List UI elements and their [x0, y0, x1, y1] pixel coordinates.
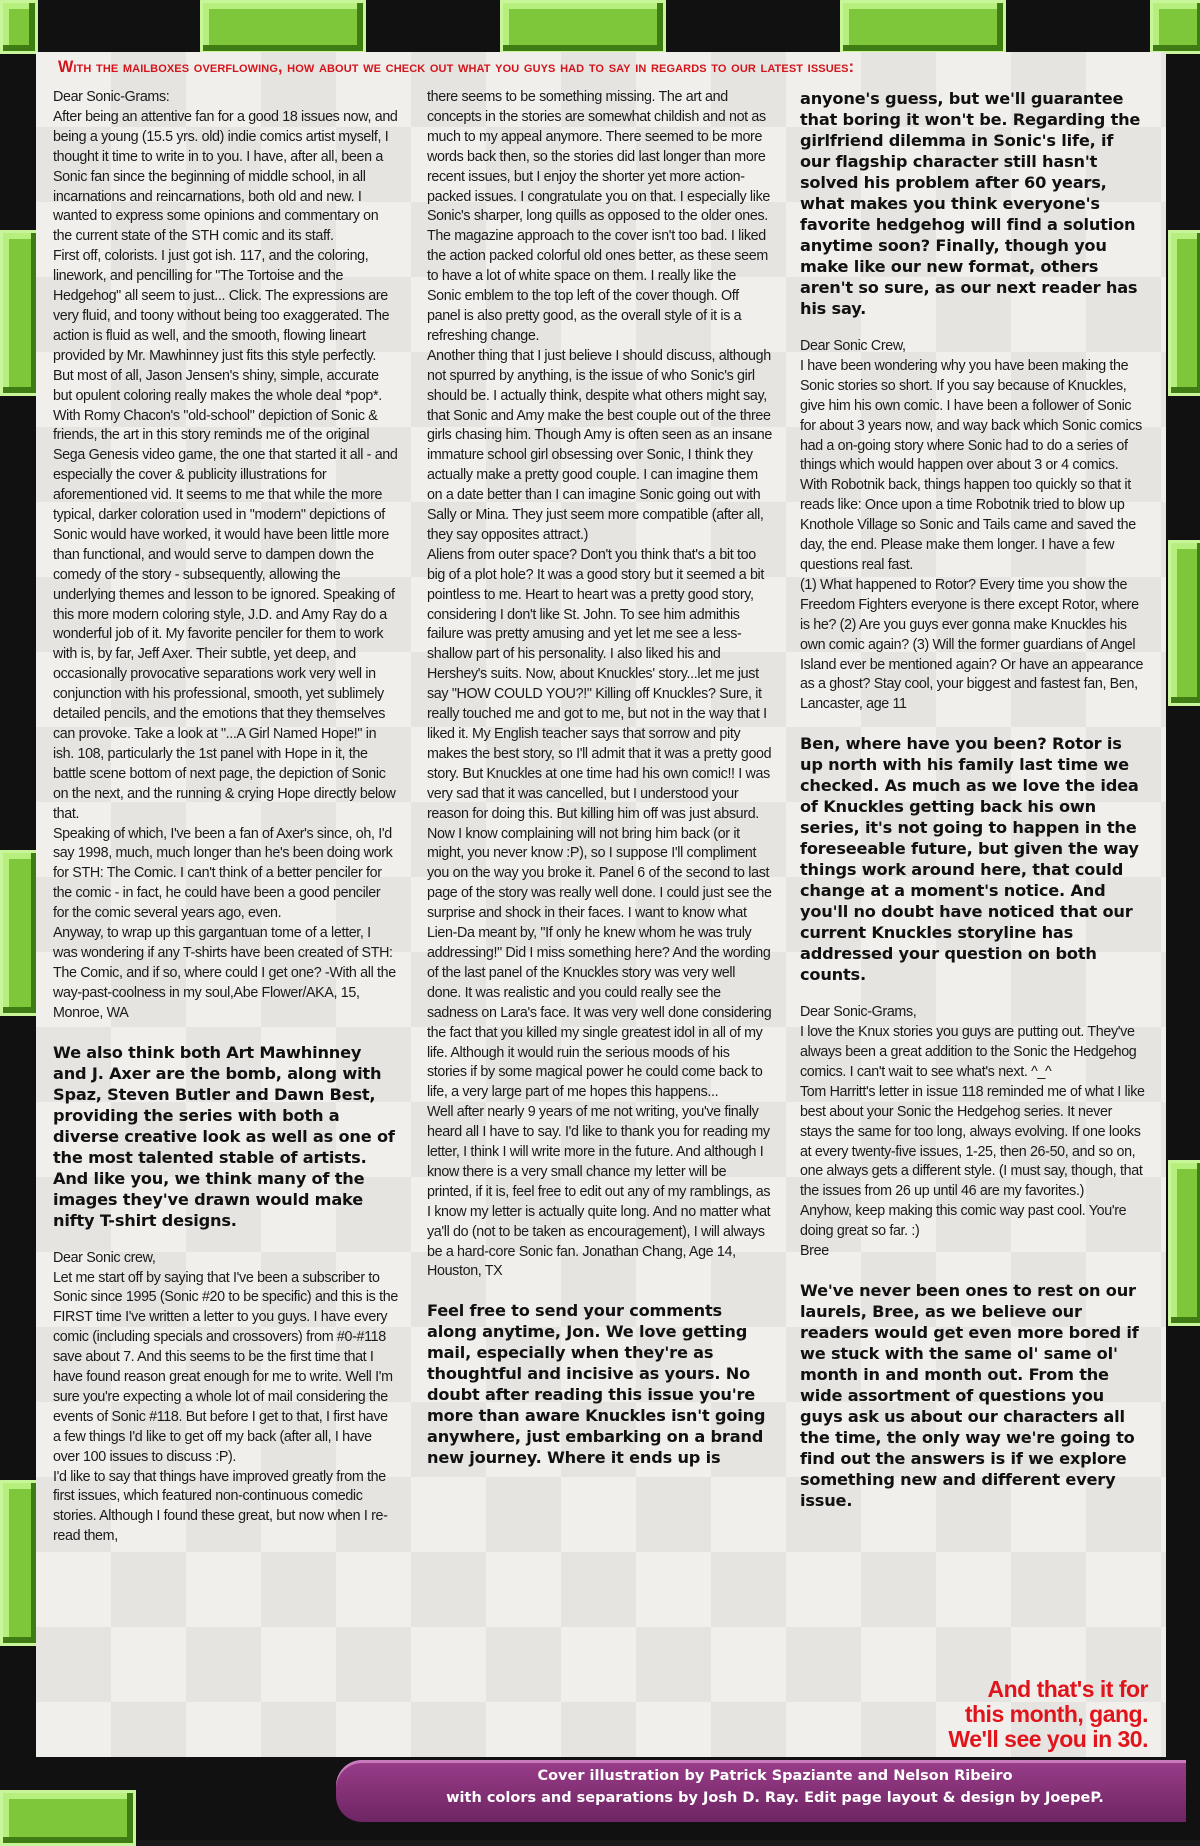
credits-line: Cover illustration by Patrick Spaziante and Nelson Ribeiro: [537, 1768, 1013, 1784]
column-3: [800, 88, 1145, 1511]
letter-paragraph: I'd like to say that things have improved greatly from the first issues, which featured non-continuous comedic stories. Although I found these great, but now when I re-read them,: [53, 1468, 388, 1545]
credits-line: with colors and separations by Josh D. Ray. Edit page layout & design by JoepeP.: [446, 1790, 1104, 1806]
letter-jonathan-chang-cont: [427, 88, 772, 1282]
border-tile: [1168, 230, 1200, 396]
letter-paragraph: Another thing that I just believe I should discuss, although not spurred by anything, is the issue of who Sonic's girl should be. I actually think, despite what others might say, that Sonic and Amy make the best couple out of the three girls chasing him. Though Amy is often seen as an insane immature school girl obsessing over Sonic, I think they actually make a pretty good couple. I can imagine them on a date better than I can imagine Sonic going out with Sally or Mina. They just seem more compatible (after all, they say opposites attract.): [427, 347, 772, 543]
letter-paragraph: I have been wondering why you have been making the Sonic stories so short. If you say because of Knuckles, give him his own comic. I have been a follower of Sonic for about 3 years now, and way back which Sonic comics had a on-going story where Sonic had to do a series of things which would happen over about 3 or 4 comics. With Robotnik back, things happen too quickly so that it reads like: Once upon a time Robotnik tried to blow up Knothole Village so Sonic and Tails came and saved the day, the end. Please make them longer. I have a few questions real fast.: [800, 357, 1142, 573]
letter-jonathan-chang: [53, 1249, 398, 1548]
closing-line: We'll see you in 30.: [948, 1726, 1148, 1752]
closing-line: And that's it for: [987, 1676, 1148, 1702]
column-1: [53, 88, 398, 1547]
letter-paragraph: there seems to be something missing. The art and concepts in the stories are somewhat childish and not as much to my appeal anymore. There seemed to be more words back then, so the stories did last longer than more recent issues, but I enjoy the shorter yet more action-packed issues. I congratulate you on that. I especially like Sonic's sharper, long quills as opposed to the older ones. The magazine approach to the cover isn't too bad. I liked the action packed colorful old ones better, as these seem to have a lot of white space on them. I really like the Sonic emblem to the top left of the cover though. Off panel is also pretty good, as the overall style of it is a refreshing change.: [427, 89, 770, 344]
border-tile: [1150, 0, 1200, 54]
page-headline: With the mailboxes overflowing, how about we check out what you guys had to say in regards to our latest issues:: [58, 58, 855, 76]
letter-paragraph: Tom Harritt's letter in issue 118 reminded me of what I like best about your Sonic the Hedgehog series. It never stays the same for too long, always evolving. If one looks at every twenty-five issues, 1-25, then 26-50, and so on, one always gets a different style. (I must say, though, that the issues from 26 up until 46 are my favorites.): [800, 1083, 1145, 1200]
letter-paragraph: Well after nearly 9 years of me not writing, you've finally heard all I have to say. I'd like to thank you for reading my letter, I think I will write more in the future. And although I know there is a very small chance my letter will be printed, if it is, feel free to edit out any of my ramblings, as I know my letter is actually quite long. And no matter what ya'll do (not to be taken as encouragement), I will always be a hard-core Sonic fan. Jonathan Chang, Age 14, Houston, TX: [427, 1104, 771, 1280]
letter-paragraph: Speaking of which, I've been a fan of Axer's since, oh, I'd say 1998, much, much longer than he's been doing work for STH: The Comic. I can't think of a better penciler for the comic - in fact, he could have been a good penciler for the comic several years ago, even.: [53, 825, 393, 922]
closing-message: [948, 1677, 1148, 1752]
letter-paragraph: Let me start off by saying that I've been a subscriber to Sonic since 1995 (Sonic #20 to be specific) and this is the FIRST time I've written a letter to you guys. I have every comic (including specials and crossovers) from #0-#118 save about 7. And this seems to be the first time that I have found reason great enough for me to write. Well I'm sure you're expecting a whole lot of mail considering the events of Sonic #118. But before I get to that, I first have a few things I'd like to get off my back (after all, I have over 100 issues to discuss :P).: [53, 1269, 398, 1465]
letter-salutation: Dear Sonic Crew,: [800, 338, 906, 354]
border-tile: [0, 230, 40, 396]
credits-text: [380, 1765, 1170, 1809]
letter-ben: [800, 337, 1145, 715]
closing-line: this month, gang.: [964, 1701, 1148, 1727]
border-tile: [840, 0, 1006, 54]
letter-paragraph: Aliens from outer space? Don't you think that's a bit too big of a plot hole? It was a good story but it seemed a bit pointless to me. Heart to heart was a pretty good story, considering I don't like St. John. To see him admithis failure was pretty amusing and yet let me see a less-shallow part of his personality. I also liked his and Hershey's suits. Now, about Knuckles' story...let me just say "HOW COULD YOU?!" Killing off Knuckles? Sure, it really touched me and got to me, but not in the way that I liked it. My English teacher says that sorrow and pity makes the best story, so I'll admit that it was a pretty good story. But Knuckles at one time had his own comic!! I was very sad that it was cancelled, but I understood your reason for doing this. But killing him off was just absurd. Now I know complaining will not bring him back (or it might, you never know :P), so I suppose I'll compliment you on the way you broke it. Panel 6 of the second to last page of the story was really well done. I could just see the surprise and shock in their faces. I want to know what Lien-Da meant by, "If only he knew whom he was truly addressing!" Did I miss something here? And the wording of the last panel of the Knuckles story was very well done. It was realistic and you could really see the sadness on Lara's face. It was very well done considering the fact that you killed my single greatest idol in all of my life. Although it would ruin the serious moods of his stories if by some magical power he could come back to life, a very large part of me hopes this happens...: [427, 546, 772, 1101]
letter-paragraph: Anyway, to wrap up this gargantuan tome of a letter, I was wondering if any T-shirts have been created of STH: The Comic, and if so, where could I get one? -With all the way-past-coolness in my soul,Abe Flower/AKA, 15, Monroe, WA: [53, 925, 396, 1021]
column-2: [427, 88, 772, 1468]
letter-abe-flower: [53, 88, 398, 1024]
border-tile: [0, 1790, 136, 1846]
border-tile: [0, 1480, 40, 1646]
letter-paragraph: After being an attentive fan for a good 18 issues now, and being a young (15.5 yrs. old) indie comics artist myself, I thought it time to write in to you. I have, after all, been a Sonic fan since the beginning of middle school, in all incarnations and reincarnations, both old and new. I wanted to express some opinions and commentary on the current state of the STH comic and its staff.: [53, 108, 398, 245]
letter-paragraph: First off, colorists. I just got ish. 117, and the coloring, linework, and pencilling for "The Tortoise and the Hedgehog" all seem to just... Click. The expressions are very fluid, and toony without being too exaggerated. The action is fluid as well, and the smooth, flowing lineart provided by Mr. Mawhinney just fits this style perfectly. But most of all, Jason Jensen's shiny, simple, accurate but opulent coloring really makes the whole deal *pop*. With Romy Chacon's "old-school" depiction of Sonic & friends, the art in this story reminds me of the original Sega Genesis video game, the one that started it all - and especially the cover & publicity illustrations for aforementioned vid. It seems to me that while the more typical, darker coloration used in "modern" depictions of Sonic would have worked, it would have been little more than functional, and would serve to dampen down the comedy of the story - subsequently, allowing the underlying themes and lesson to be ignored. Speaking of this more modern coloring style, J.D. and Amy Ray do a wonderful job of it. My favorite penciler for them to work with is, by far, Jeff Axer. Their subtle, yet deep, and occasionally provocative separations work very well in conjunction with his professional, smooth, yet sublimely detailed pencils, and the emotions that they themselves can provoke. Take a look at "...A Girl Named Hope!" in ish. 108, particularly the 1st panel with Hope in it, the battle scene bottom of next page, the depiction of Sonic on the next, and the running & crying Hope directly below that.: [53, 248, 398, 822]
border-tile: [1168, 540, 1200, 706]
editor-reply: We've never been ones to rest on our laurels, Bree, as we believe our readers would get even more bored if we stuck with the same ol' same ol' month in and month out. From the wide assortment of questions you guys ask us about our characters all the time, the only way we're going to find out the answers is if we explore something new and different every issue.: [800, 1281, 1139, 1510]
border-tile: [500, 0, 666, 54]
letter-salutation: Dear Sonic-Grams:: [53, 89, 170, 105]
editor-reply: Feel free to send your comments along anytime, Jon. We love getting mail, especially when they're as thoughtful and incisive as yours. No doubt after reading this issue you're more than aware Knuckles isn't going anywhere, just embarking on a brand new journey. Where it ends up is: [427, 1301, 766, 1468]
editor-reply: Ben, where have you been? Rotor is up north with his family last time we checked. As much as we love the idea of Knuckles getting back his own series, it's not going to happen in the foreseeable future, but given the way things work around here, that could change at a moment's notice. And you'll no doubt have noticed that our current Knuckles storyline has addressed your question on both counts.: [800, 734, 1139, 985]
border-tile: [1168, 1160, 1200, 1326]
editor-reply-cont: anyone's guess, but we'll guarantee that boring it won't be. Regarding the girlfriend dilemma in Sonic's life, if our flagship character still hasn't solved his problem after 60 years, what makes you think everyone's favorite hedgehog will find a solution anytime soon? Finally, though you make like our new format, others aren't so sure, as our next reader has his say.: [800, 89, 1141, 318]
letter-salutation: Dear Sonic-Grams,: [800, 1004, 917, 1021]
letter-paragraph: Anyhow, keep making this comic way past cool. You're doing great so far. :): [800, 1203, 1127, 1240]
editor-reply: We also think both Art Mawhinney and J. Axer are the bomb, along with Spaz, Steven Butler and Dawn Best, providing the series with both a diverse creative look as well as one of the most talented stable of artists. And like you, we think many of the images they've drawn would make nifty T-shirt designs.: [53, 1042, 395, 1230]
border-tile: [200, 0, 366, 54]
border-tile: [0, 0, 38, 54]
letter-salutation: Dear Sonic crew,: [53, 1249, 156, 1266]
border-tile: [0, 850, 40, 1016]
letter-bree: [800, 1003, 1145, 1262]
letter-signature: Bree: [800, 1243, 829, 1260]
letter-paragraph: (1) What happened to Rotor? Every time you show the Freedom Fighters everyone is there except Rotor, where is he? (2) Are you guys ever gonna make Knuckles his own comic again? (3) Will the former guardians of Angel Island ever be mentioned again? Or have an appearance as a ghost? Stay cool, your biggest and fastest fan, Ben, Lancaster, age 11: [800, 576, 1144, 713]
letter-paragraph: I love the Knux stories you guys are putting out. They've always been a great addition to the Sonic the Hedgehog comics. I can't wait to see what's next. ^_^: [800, 1024, 1137, 1080]
